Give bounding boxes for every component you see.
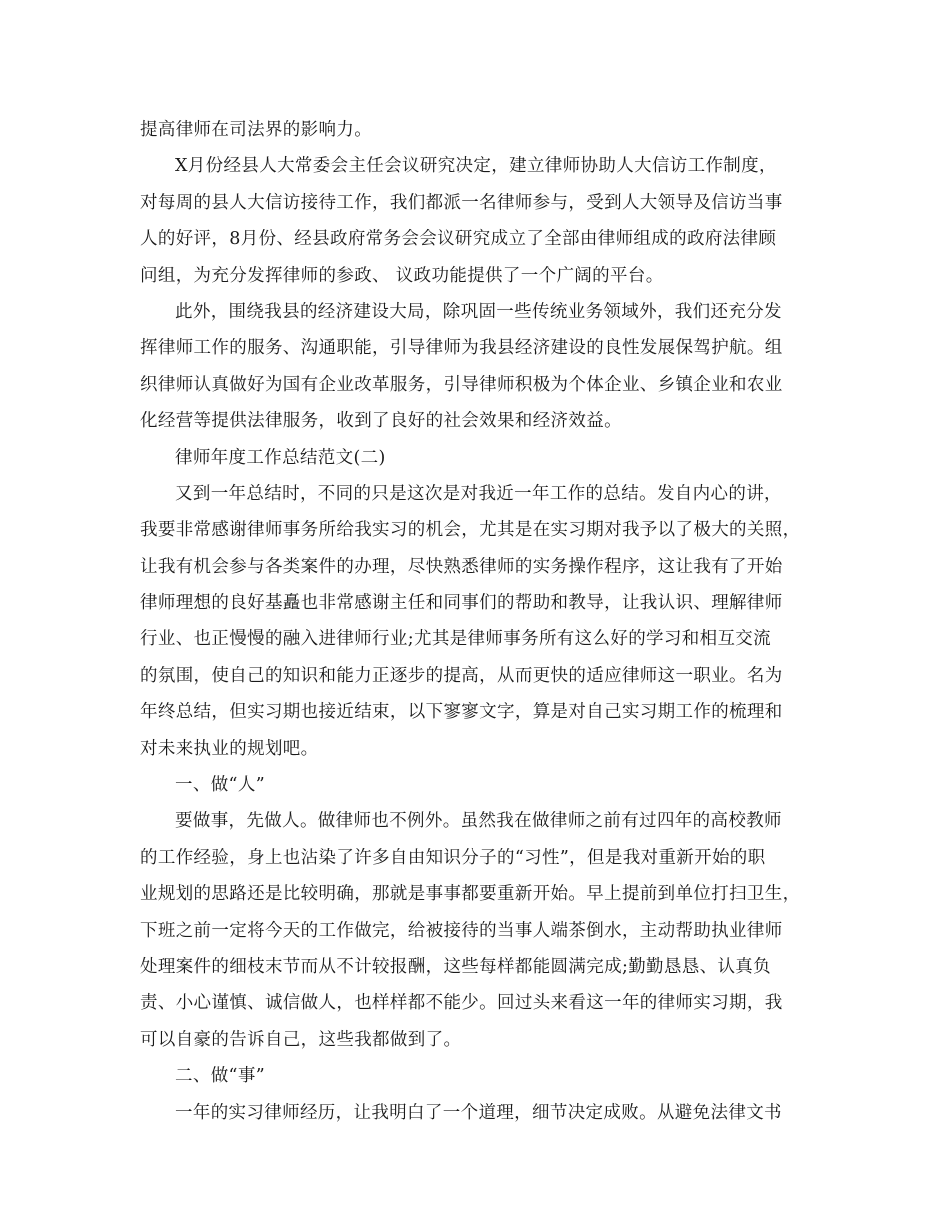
text-line: 业规划的思路还是比较明确，那就是事事都要重新开始。早上提前到单位打扫卫生， (140, 884, 801, 905)
text-line: 一、做“人” (175, 775, 265, 796)
text-line: 我要非常感谢律师事务所给我实习的机会，尤其是在实习期对我予以了极大的关照， (140, 520, 801, 541)
text-line: 责、小心谨慎、诚信做人，也样样都不能少。回过头来看这一年的律师实习期，我 (140, 993, 783, 1014)
text-line: 律师年度工作总结范文(二) (175, 447, 386, 468)
text-line: 律师理想的良好基矗也非常感谢主任和同事们的帮助和教导，让我认识、理解律师 (140, 593, 783, 614)
text-line: 二、做“事” (175, 1066, 265, 1087)
text-line: 处理案件的细枝末节而从不计较报酬，这些每样都能圆满完成;勤勤恳恳、认真负 (140, 956, 771, 977)
text-line: 的氛围，使自己的知识和能力正逐步的提高，从而更快的适应律师这一职业。名为 (140, 665, 783, 686)
text-line: 人的好评，8月份、经县政府常务会会议研究成立了全部由律师组成的政府法律顾 (140, 229, 777, 250)
text-line: 要做事，先做人。做律师也不例外。虽然我在做律师之前有过四年的高校教师 (175, 811, 782, 832)
text-line: 下班之前一定将今天的工作做完，给被接待的当事人端茶倒水，主动帮助执业律师 (140, 920, 783, 941)
text-line: 挥律师工作的服务、沟通职能，引导律师为我县经济建设的良性发展保驾护航。组 (140, 338, 783, 359)
text-line: 可以自豪的告诉自己，这些我都做到了。 (140, 1029, 462, 1050)
text-line: 的工作经验，身上也沾染了许多自由知识分子的“习性”，但是我对重新开始的职 (140, 847, 766, 868)
text-line: 行业、也正慢慢的融入进律师行业;尤其是律师事务所有这么好的学习和相互交流 (140, 629, 771, 650)
text-line: 此外，围绕我县的经济建设大局，除巩固一些传统业务领域外，我们还充分发 (175, 301, 782, 322)
text-line: X月份经县人大常委会主任会议研究决定，建立律师协助人大信访工作制度， (175, 156, 777, 177)
text-line: 问组，为充分发挥律师的参政、 议政功能提供了一个广阔的平台。 (140, 265, 664, 286)
text-line: 织律师认真做好为国有企业改革服务，引导律师积极为个体企业、乡镇企业和农业 (140, 374, 783, 395)
text-line: 对每周的县人大信访接待工作，我们都派一名律师参与，受到人大领导及信访当事 (140, 192, 783, 213)
text-line: 对未来执业的规划吧。 (140, 738, 319, 759)
text-line: 提高律师在司法界的影响力。 (140, 120, 373, 140)
document-body (140, 112, 820, 1131)
text-line: 让我有机会参与各类案件的办理，尽快熟悉律师的实务操作程序，这让我有了开始 (140, 556, 783, 577)
text-line: 化经营等提供法律服务，收到了良好的社会效果和经济效益。 (140, 411, 622, 432)
text-line: 一年的实习律师经历，让我明白了一个道理，细节决定成败。从避免法律文书 (175, 1102, 782, 1123)
text-line: 又到一年总结时，不同的只是这次是对我近一年工作的总结。发自内心的讲， (175, 483, 782, 504)
text-line: 年终总结，但实习期也接近结束，以下寥寥文字，算是对自己实习期工作的梳理和 (140, 702, 783, 723)
